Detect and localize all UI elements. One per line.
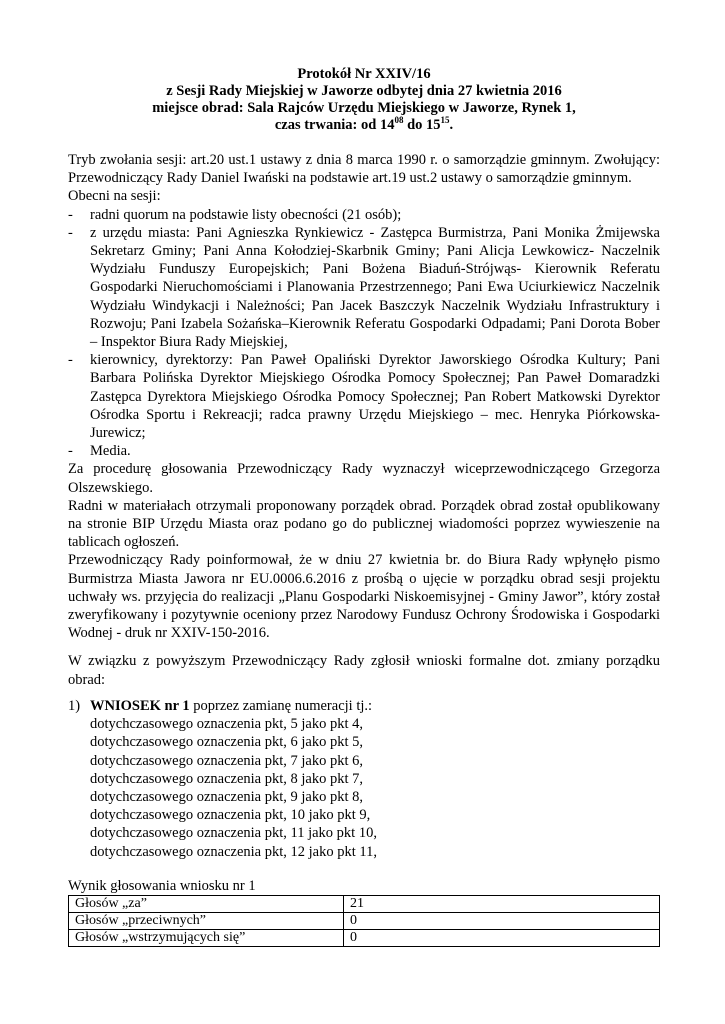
procedure-paragraph: Za procedurę głosowania Przewodniczący Rady wyznaczył wiceprzewodniczącego Grzegorza Olszewskiego. [68, 461, 660, 496]
table-row [69, 912, 660, 929]
motions-paragraph: W związku z powyższym Przewodniczący Rady zgłosił wnioski formalne dot. zmiany porządku obrad: [68, 653, 660, 688]
vote-value-cell: 0 [344, 929, 660, 946]
present-label: Obecni na sesji: [68, 188, 161, 205]
motion-1 [68, 697, 660, 861]
list-bullet: - [68, 352, 73, 369]
info-paragraph: Przewodniczący Rady poinformował, że w dniu 27 kwietnia br. do Biura Rady wpłynęło pismo Burmistrza Miasta Jawora nr EU.0006.6.2016 z prośbą o ujęcie w porządku obrad sesji projektu uchwały ws. przyjęcia do realizacji „Planu Gospodarki Niskoemisyjnej - Gminy Jawor”, który został zweryfikowany i pozytywnie oceniony przez Narodowy Fundusz Ochrony Środowiska i Gospodarki Wodnej - druk nr XXIV-150-2016. [68, 552, 660, 642]
renumbering-list [90, 715, 660, 861]
renumbering-line: dotychczasowego oznaczenia pkt, 8 jako pkt 7, [90, 770, 363, 787]
document-body [68, 151, 660, 947]
list-item [68, 351, 660, 442]
duration-mid: do 15 [403, 117, 441, 133]
intro-paragraph: Tryb zwołania sesji: art.20 ust.1 ustawy z dnia 8 marca 1990 r. o samorządzie gminnym. Zwołujący: Przewodniczący Rady Daniel Iwański na podstawie art.19 ust.2 ustawy o samorządzie gminnym. [68, 152, 660, 187]
renumbering-line: dotychczasowego oznaczenia pkt, 6 jako pkt 5, [90, 734, 363, 751]
duration-pre: czas trwania: od 14 [274, 117, 395, 133]
document-header [68, 66, 660, 134]
session-line: z Sesji Rady Miejskiej w Jaworze odbytej dnia 27 kwietnia 2016 [166, 83, 562, 99]
list-bullet: - [68, 443, 73, 460]
renumbering-line: dotychczasowego oznaczenia pkt, 5 jako pkt 4, [90, 716, 363, 733]
list-bullet: - [68, 224, 73, 241]
duration-line [68, 117, 660, 134]
duration-start-minutes: 08 [394, 115, 404, 126]
list-item [68, 442, 660, 460]
list-item-text: Media. [90, 443, 131, 460]
list-item [68, 224, 660, 351]
motion-number: 1) [68, 697, 81, 714]
list-bullet: - [68, 206, 73, 223]
vote-label-cell: Głosów „przeciwnych” [69, 912, 344, 929]
vote-table [68, 895, 660, 947]
protocol-title: Protokół Nr XXIV/16 [297, 66, 431, 82]
present-list [68, 206, 660, 461]
table-row [69, 929, 660, 946]
renumbering-line: dotychczasowego oznaczenia pkt, 10 jako pkt 9, [90, 807, 371, 824]
list-item-text: kierownicy, dyrektorzy: Pan Paweł Opaliński Dyrektor Jaworskiego Ośrodka Kultury; Pani Barbara Polińska Dyrektor Miejskiego Ośrodka Pomocy Społecznej; Pan Paweł Domaradzki Zastępca Dyrektora Miejskiego Ośrodka Pomocy Społecznej; Pan Robert Matkowski Dyrektor Ośrodka Sportu i Rekreacji; radca prawny Urzędu Miejskiego – mec. Henryka Piórkowska-Jurewicz; [90, 352, 660, 442]
vote-label-cell: Głosów „za” [69, 895, 344, 912]
renumbering-line: dotychczasowego oznaczenia pkt, 7 jako pkt 6, [90, 752, 363, 769]
vote-value-cell: 21 [344, 895, 660, 912]
document-page [68, 66, 660, 947]
renumbering-line: dotychczasowego oznaczenia pkt, 11 jako pkt 10, [90, 825, 377, 842]
renumbering-line: dotychczasowego oznaczenia pkt, 12 jako pkt 11, [90, 843, 377, 860]
motion-heading [90, 697, 660, 715]
vote-result-label: Wynik głosowania wniosku nr 1 [68, 877, 256, 894]
motion-title-rest: poprzez zamianę numeracji tj.: [189, 697, 373, 714]
vote-value-cell: 0 [344, 912, 660, 929]
duration-post: . [449, 117, 454, 133]
list-item-text: radni quorum na podstawie listy obecności (21 osób); [90, 206, 402, 223]
renumbering-line: dotychczasowego oznaczenia pkt, 9 jako pkt 8, [90, 788, 363, 805]
list-item [68, 206, 660, 224]
venue-line: miejsce obrad: Sala Rajców Urzędu Miejskiego w Jaworze, Rynek 1, [152, 100, 576, 116]
duration-end-minutes: 15 [440, 115, 450, 126]
motion-title: WNIOSEK nr 1 [90, 697, 190, 714]
table-row [69, 895, 660, 912]
materials-paragraph: Radni w materiałach otrzymali proponowany porządek obrad. Porządek obrad został opublikowany na stronie BIP Urzędu Miasta oraz podano go do publicznej wiadomości poprzez wywieszenie na tablicach ogłoszeń. [68, 497, 660, 551]
vote-label-cell: Głosów „wstrzymujących się” [69, 929, 344, 946]
list-item-text: z urzędu miasta: Pani Agnieszka Rynkiewicz - Zastępca Burmistrza, Pani Monika Żmijewska Sekretarz Gminy; Pani Anna Kołodziej-Skarbnik Gminy; Pani Alicja Lewkowicz- Naczelnik Wydziału Funduszy Europejskich; Pani Bożena Biaduń-Strójwąs- Kierownik Referatu Gospodarki Nieruchomościami i Planowania Przestrzennego; Pani Ewa Uciurkiewicz Naczelnik Wydziału Windykacji i Należności; Pan Jacek Baszczyk Naczelnik Wydziału Infrastruktury i Rozwoju; Pani Izabela Sożańska–Kierownik Referatu Gospodarki Odpadami; Pani Dorota Bober – Inspektor Biura Rady Miejskiej, [90, 224, 660, 351]
